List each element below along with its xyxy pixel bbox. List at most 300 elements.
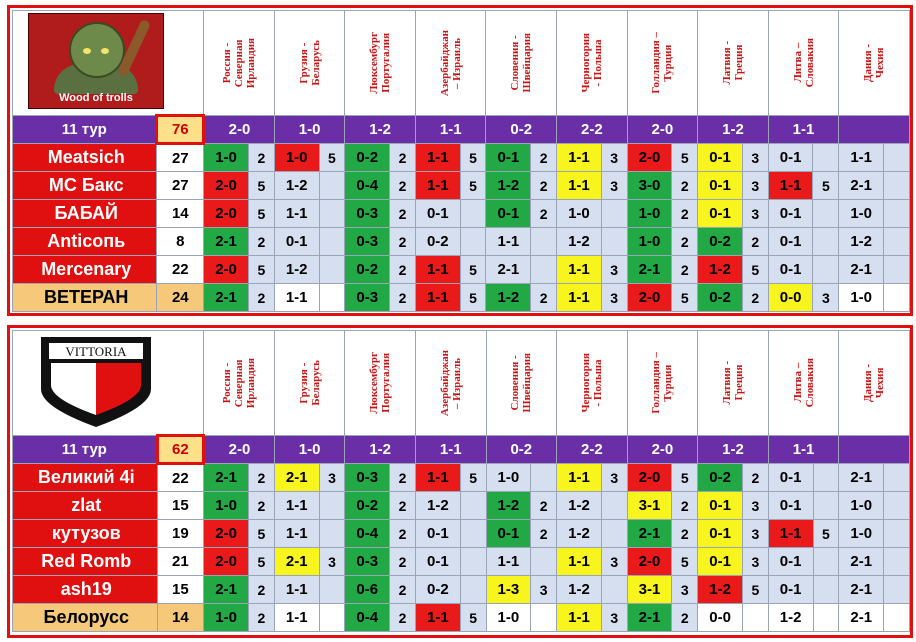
match-name-line: Литва – <box>791 363 804 403</box>
match-result: 1-1 <box>415 436 486 464</box>
prediction-count <box>319 604 345 632</box>
match-header <box>768 11 839 116</box>
prediction-cell: 0-1 <box>768 492 813 520</box>
prediction-cell: 2-0 <box>627 284 672 312</box>
prediction-count <box>460 200 486 228</box>
prediction-count: 2 <box>672 492 698 520</box>
prediction-cell: 1-0 <box>627 200 672 228</box>
player-row <box>13 256 910 284</box>
prediction-count <box>884 520 910 548</box>
match-name-line: Ирландия <box>245 357 258 409</box>
prediction-cell: 1-1 <box>557 548 602 576</box>
prediction-cell: 1-1 <box>486 228 531 256</box>
prediction-cell: 1-1 <box>557 172 602 200</box>
match-name <box>862 364 886 402</box>
match-name <box>298 40 322 86</box>
prediction-count <box>460 548 486 576</box>
prediction-count <box>884 492 910 520</box>
prediction-cell: 1-0 <box>627 228 672 256</box>
prediction-cell: 1-2 <box>839 228 884 256</box>
prediction-count: 2 <box>390 604 416 632</box>
match-name <box>650 352 674 414</box>
match-name-line: Швейцария <box>521 353 534 413</box>
match-result: 2-0 <box>627 436 698 464</box>
player-points: 8 <box>157 228 204 256</box>
prediction-count: 3 <box>601 172 627 200</box>
player-row <box>13 200 910 228</box>
prediction-cell: 3-0 <box>627 172 672 200</box>
prediction-cell: 1-2 <box>415 492 460 520</box>
prediction-cell: 1-2 <box>768 604 813 632</box>
prediction-cell: 2-1 <box>274 548 319 576</box>
prediction-cell: 2-1 <box>627 520 672 548</box>
match-header-row <box>13 331 910 436</box>
match-result: 1-0 <box>274 436 345 464</box>
round-results-row <box>13 436 910 464</box>
prediction-count <box>884 548 910 576</box>
prediction-cell: 2-0 <box>627 464 672 492</box>
prediction-cell: 1-1 <box>415 464 460 492</box>
player-points: 27 <box>157 172 204 200</box>
prediction-count <box>319 256 345 284</box>
player-points: 24 <box>157 284 204 312</box>
prediction-cell: 0-3 <box>345 228 390 256</box>
prediction-count <box>460 492 486 520</box>
prediction-cell: 1-0 <box>486 604 531 632</box>
player-name: ВЕТЕРАН <box>13 284 157 312</box>
prediction-count <box>601 576 627 604</box>
troll-icon <box>69 22 125 78</box>
player-points: 22 <box>157 256 204 284</box>
prediction-cell: 1-1 <box>415 604 460 632</box>
match-result: 2-0 <box>204 116 275 144</box>
prediction-cell: 2-1 <box>204 284 249 312</box>
prediction-cell: 0-4 <box>345 172 390 200</box>
player-row <box>13 576 910 604</box>
prediction-cell: 0-3 <box>345 548 390 576</box>
prediction-cell: 0-2 <box>415 576 460 604</box>
prediction-cell: 0-1 <box>486 144 531 172</box>
player-row <box>13 144 910 172</box>
prediction-count: 3 <box>742 520 768 548</box>
prediction-count: 5 <box>742 576 768 604</box>
match-name-line: Беларусь <box>309 40 322 86</box>
match-result: 1-1 <box>768 436 839 464</box>
prediction-count <box>813 576 839 604</box>
prediction-cell: 0-1 <box>768 228 813 256</box>
match-result: 1-1 <box>415 116 486 144</box>
match-header <box>486 11 557 116</box>
prediction-cell: 1-0 <box>204 492 249 520</box>
prediction-cell: 2-0 <box>627 144 672 172</box>
logo-cell <box>13 11 204 116</box>
prediction-count: 5 <box>460 172 486 200</box>
prediction-count: 5 <box>742 256 768 284</box>
prediction-cell: 2-1 <box>839 576 884 604</box>
prediction-count: 2 <box>390 576 416 604</box>
player-name: Meatsich <box>13 144 157 172</box>
prediction-count: 2 <box>248 228 274 256</box>
match-name-line: Азербайджан <box>438 29 451 97</box>
prediction-cell: 0-1 <box>486 200 531 228</box>
player-points: 22 <box>157 464 204 492</box>
match-header <box>204 11 275 116</box>
match-result: 0-2 <box>486 436 557 464</box>
match-name <box>721 41 745 84</box>
prediction-count <box>531 464 557 492</box>
prediction-cell: 2-0 <box>627 548 672 576</box>
prediction-count <box>531 256 557 284</box>
prediction-cell: 1-1 <box>768 172 813 200</box>
prediction-count: 5 <box>248 256 274 284</box>
prediction-count: 2 <box>672 520 698 548</box>
prediction-cell: 0-2 <box>345 144 390 172</box>
player-points: 14 <box>157 200 204 228</box>
prediction-count <box>601 228 627 256</box>
prediction-cell: 0-2 <box>415 228 460 256</box>
prediction-cell: 2-1 <box>839 256 884 284</box>
prediction-count: 3 <box>601 604 627 632</box>
match-result: 2-2 <box>557 436 628 464</box>
player-row <box>13 520 910 548</box>
prediction-count <box>460 520 486 548</box>
prediction-cell: 1-1 <box>557 256 602 284</box>
prediction-cell: 2-1 <box>627 256 672 284</box>
troll-eye <box>83 48 91 54</box>
prediction-count: 5 <box>813 520 839 548</box>
prediction-count: 2 <box>672 228 698 256</box>
match-header <box>486 331 557 436</box>
prediction-cell: 0-1 <box>698 200 743 228</box>
prediction-count <box>319 200 345 228</box>
prediction-count <box>319 228 345 256</box>
prediction-count: 2 <box>531 172 557 200</box>
prediction-cell: 2-0 <box>204 200 249 228</box>
match-header <box>345 331 416 436</box>
match-result: 2-0 <box>627 116 698 144</box>
match-name-line: Словения - <box>509 355 522 411</box>
prediction-count: 3 <box>319 548 345 576</box>
prediction-count <box>601 492 627 520</box>
prediction-count: 2 <box>672 172 698 200</box>
prediction-cell: 1-1 <box>274 284 319 312</box>
prediction-cell: 0-1 <box>768 464 813 492</box>
match-name <box>792 38 816 87</box>
player-row <box>13 492 910 520</box>
wood-of-trolls-logo <box>28 13 164 109</box>
prediction-count: 3 <box>601 548 627 576</box>
prediction-count: 2 <box>390 464 416 492</box>
prediction-cell: 2-1 <box>627 604 672 632</box>
prediction-cell: 0-1 <box>768 200 813 228</box>
prediction-cell: 0-1 <box>768 256 813 284</box>
prediction-count <box>813 464 839 492</box>
prediction-count: 2 <box>672 200 698 228</box>
prediction-count <box>460 228 486 256</box>
prediction-cell: 1-0 <box>839 520 884 548</box>
prediction-count: 2 <box>390 256 416 284</box>
match-result <box>839 436 910 464</box>
match-name-line: Португалия <box>380 33 393 93</box>
prediction-count: 2 <box>249 464 275 492</box>
match-name-line: Беларусь <box>309 360 322 406</box>
match-name <box>368 32 392 94</box>
match-result <box>839 116 910 144</box>
match-name-line: Голландия – <box>650 352 663 414</box>
player-points: 19 <box>157 520 204 548</box>
logo-caption: Wood of trolls <box>59 92 133 104</box>
prediction-cell: 1-2 <box>557 576 602 604</box>
prediction-cell: 0-1 <box>768 548 813 576</box>
prediction-count <box>531 548 557 576</box>
match-result: 1-2 <box>345 116 416 144</box>
prediction-count: 2 <box>672 256 698 284</box>
team-table-vittoria <box>7 325 913 638</box>
match-header <box>274 11 345 116</box>
prediction-count <box>884 228 910 256</box>
prediction-cell: 1-2 <box>486 284 531 312</box>
match-name <box>221 358 257 408</box>
match-name <box>509 353 533 413</box>
prediction-count: 5 <box>460 604 486 632</box>
prediction-count <box>813 200 839 228</box>
match-header <box>627 331 698 436</box>
prediction-cell: 0-4 <box>345 604 390 632</box>
prediction-cell: 2-1 <box>839 548 884 576</box>
match-name-line: Голландия – <box>650 32 663 94</box>
match-name-line: Греция <box>732 365 745 401</box>
prediction-cell: 1-1 <box>557 464 602 492</box>
prediction-cell: 2-1 <box>486 256 531 284</box>
prediction-cell: 0-6 <box>345 576 390 604</box>
player-name: БАБАЙ <box>13 200 157 228</box>
prediction-cell: 1-0 <box>204 604 249 632</box>
prediction-cell: 1-3 <box>486 576 531 604</box>
round-points: 62 <box>157 436 204 464</box>
prediction-count <box>601 520 627 548</box>
match-name-line: Люксембург <box>368 32 381 94</box>
prediction-count: 2 <box>742 284 768 312</box>
match-name-line: Турция <box>662 44 675 82</box>
match-result: 1-2 <box>345 436 416 464</box>
prediction-count: 5 <box>460 144 486 172</box>
prediction-cell: 1-2 <box>557 228 602 256</box>
prediction-cell: 1-0 <box>557 200 602 228</box>
round-label: 11 тур <box>13 436 158 464</box>
prediction-count <box>601 200 627 228</box>
player-name: Великий 4i <box>13 464 158 492</box>
match-name-line: Латвия - <box>720 41 733 85</box>
player-name: zlat <box>13 492 158 520</box>
prediction-count: 5 <box>813 172 839 200</box>
prediction-cell: 1-0 <box>839 200 884 228</box>
match-name <box>221 38 257 88</box>
match-name-line: Турция <box>662 364 675 402</box>
match-header <box>415 331 486 436</box>
match-header <box>274 331 345 436</box>
prediction-count: 2 <box>531 520 557 548</box>
prediction-cell: 1-2 <box>557 520 602 548</box>
prediction-count: 5 <box>672 548 698 576</box>
match-name-line: Азербайджан <box>438 349 451 417</box>
match-name-line: - Польша <box>591 359 604 407</box>
prediction-count <box>319 492 345 520</box>
prediction-count: 3 <box>531 576 557 604</box>
prediction-count: 5 <box>248 172 274 200</box>
prediction-count <box>742 604 768 632</box>
prediction-cell: 1-1 <box>768 520 813 548</box>
prediction-cell: 1-2 <box>557 492 602 520</box>
match-name <box>862 44 886 82</box>
player-row <box>13 172 910 200</box>
prediction-count <box>813 548 839 576</box>
prediction-cell: 2-0 <box>204 520 249 548</box>
prediction-count <box>531 604 557 632</box>
prediction-count <box>813 604 839 632</box>
prediction-count: 5 <box>460 256 486 284</box>
prediction-cell: 1-1 <box>274 492 319 520</box>
prediction-cell: 2-1 <box>204 464 249 492</box>
player-row <box>13 464 910 492</box>
prediction-count: 2 <box>390 284 416 312</box>
prediction-cell: 2-1 <box>839 172 884 200</box>
match-header <box>768 331 839 436</box>
player-name: ash19 <box>13 576 158 604</box>
prediction-count: 2 <box>672 604 698 632</box>
player-name: Белорусс <box>13 604 158 632</box>
prediction-cell: 1-2 <box>698 576 743 604</box>
vittoria-shield-icon <box>35 333 157 429</box>
match-name-line: Черногория <box>579 353 592 413</box>
prediction-cell: 0-0 <box>698 604 743 632</box>
prediction-cell: 2-0 <box>204 548 249 576</box>
match-name-line: Латвия - <box>720 361 733 405</box>
prediction-cell: 1-2 <box>486 172 531 200</box>
round-label: 11 тур <box>13 116 157 144</box>
match-name-line: Чехия <box>874 47 887 79</box>
prediction-count: 5 <box>672 464 698 492</box>
prediction-count <box>884 576 910 604</box>
match-header <box>557 331 628 436</box>
prediction-count: 3 <box>319 464 345 492</box>
prediction-count: 3 <box>601 284 627 312</box>
match-name-line: Грузия - <box>297 42 310 84</box>
match-header-row <box>13 11 910 116</box>
prediction-cell: 0-1 <box>698 144 743 172</box>
prediction-cell: 0-1 <box>768 144 813 172</box>
predictions-table <box>12 330 910 632</box>
match-header <box>839 11 910 116</box>
match-result: 1-0 <box>274 116 345 144</box>
match-name-line: Ирландия <box>244 37 257 89</box>
player-name: МС Бакс <box>13 172 157 200</box>
prediction-cell: 0-1 <box>486 520 531 548</box>
player-points: 21 <box>157 548 204 576</box>
match-name-line: Словакия <box>803 38 816 88</box>
prediction-count <box>884 256 910 284</box>
prediction-cell: 0-3 <box>345 200 390 228</box>
match-header <box>345 11 416 116</box>
prediction-count <box>319 576 345 604</box>
prediction-cell: 0-1 <box>415 520 460 548</box>
match-name-line: Словакия <box>803 358 816 408</box>
prediction-count: 2 <box>531 492 557 520</box>
prediction-cell: 1-1 <box>839 144 884 172</box>
prediction-cell: 1-1 <box>415 284 460 312</box>
prediction-count: 2 <box>742 228 768 256</box>
match-name-line: Литва – <box>791 43 804 83</box>
match-header <box>698 11 769 116</box>
prediction-cell: 1-0 <box>274 144 319 172</box>
match-header <box>698 331 769 436</box>
match-name <box>792 358 816 407</box>
prediction-count: 2 <box>390 228 416 256</box>
round-results-row <box>13 116 910 144</box>
prediction-count <box>813 228 839 256</box>
player-row <box>13 604 910 632</box>
prediction-count: 5 <box>460 464 486 492</box>
prediction-cell: 3-1 <box>627 492 672 520</box>
prediction-count: 2 <box>390 200 416 228</box>
prediction-count: 3 <box>601 464 627 492</box>
prediction-cell: 1-2 <box>698 256 743 284</box>
prediction-count: 2 <box>249 604 275 632</box>
prediction-count: 2 <box>531 284 557 312</box>
prediction-count: 3 <box>742 144 768 172</box>
prediction-count: 3 <box>742 172 768 200</box>
prediction-cell: 0-1 <box>698 520 743 548</box>
prediction-cell: 1-1 <box>486 548 531 576</box>
match-name-line: Чехия <box>874 367 887 399</box>
prediction-count <box>884 604 910 632</box>
match-name-line: – Израиль <box>450 357 463 409</box>
prediction-cell: 3-1 <box>627 576 672 604</box>
prediction-cell: 0-2 <box>698 284 743 312</box>
prediction-count: 2 <box>390 520 416 548</box>
match-name <box>298 360 322 406</box>
match-name-line: Греция <box>732 45 745 81</box>
match-header <box>415 11 486 116</box>
prediction-count <box>813 492 839 520</box>
prediction-cell: 2-1 <box>274 464 319 492</box>
prediction-cell: 1-1 <box>274 604 319 632</box>
prediction-cell: 1-1 <box>415 144 460 172</box>
logo-caption: VITTORIA <box>65 344 127 359</box>
prediction-count <box>884 200 910 228</box>
prediction-count: 2 <box>742 464 768 492</box>
logo-cell <box>13 331 204 436</box>
match-name-line: Россия - <box>221 362 234 404</box>
prediction-cell: 0-4 <box>345 520 390 548</box>
prediction-cell: 1-1 <box>415 256 460 284</box>
match-name-line: Северная <box>233 359 246 407</box>
prediction-cell: 0-1 <box>698 172 743 200</box>
match-name-line: Черногория <box>579 33 592 93</box>
prediction-count: 3 <box>742 200 768 228</box>
match-result: 1-1 <box>768 116 839 144</box>
prediction-count: 2 <box>390 172 416 200</box>
prediction-cell: 0-1 <box>415 548 460 576</box>
prediction-cell: 1-2 <box>274 172 319 200</box>
prediction-cell: 1-2 <box>274 256 319 284</box>
prediction-cell: 1-1 <box>274 576 319 604</box>
team-table-wood-of-trolls <box>7 5 913 316</box>
player-name: Anticoпь <box>13 228 157 256</box>
prediction-cell: 0-2 <box>345 256 390 284</box>
match-header <box>627 11 698 116</box>
prediction-count: 2 <box>531 144 557 172</box>
prediction-count <box>319 520 345 548</box>
